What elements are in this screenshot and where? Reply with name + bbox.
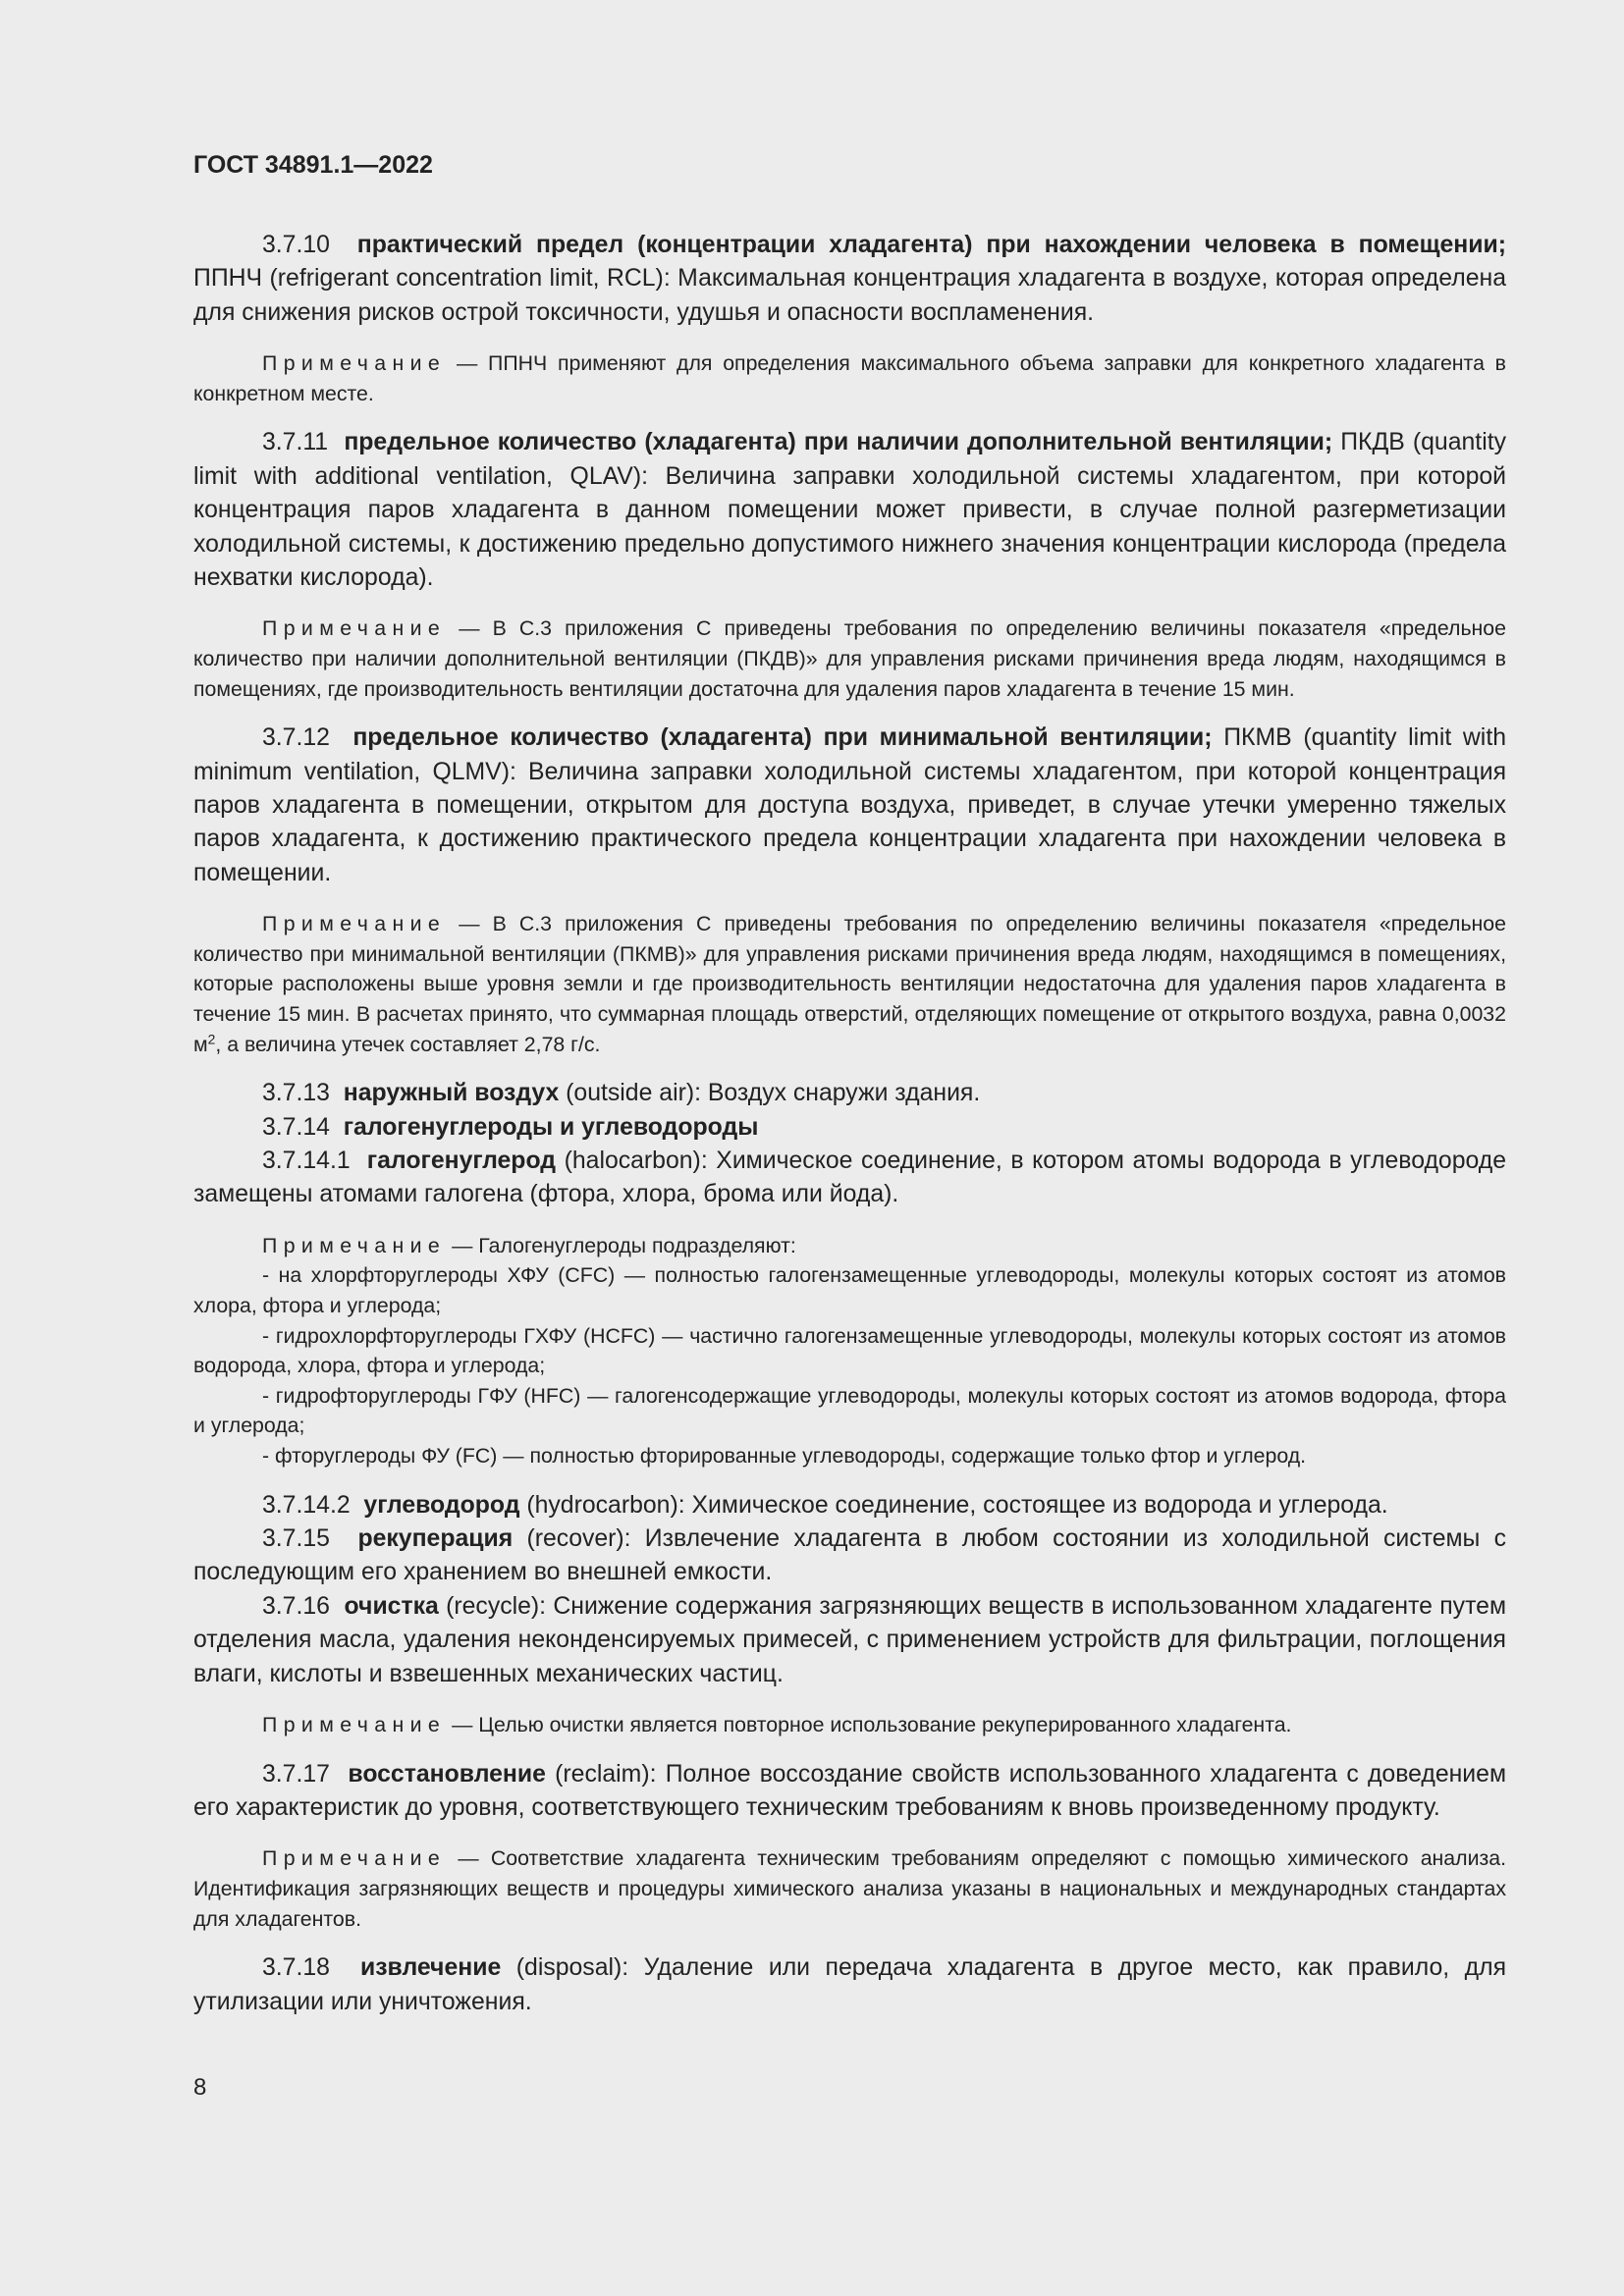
note-text: — Галогенуглероды подразделяют: <box>446 1233 796 1257</box>
entry-3-7-12 <box>193 721 1506 890</box>
entry-term: предельное количество (хладагента) при минимальной вентиляции; <box>352 724 1213 752</box>
entry-definition: ПКМВ (quantity limit with minimum ventilation, QLMV): Величина заправки холодильной системы хладагентом, при которой концентрация паров хладагента в помещении, открытом для доступа воздуха, приведет, в случае утечки умеренно тяжелых паров хладагента, к достижению практического предела концентрации хладагента при нахождении человека в помещении. <box>193 724 1507 886</box>
entry-definition: (reclaim): Полное воссоздание свойств использованного хладагента с доведением его характеристик до уровня, соответствующего техническим требованиям к вновь произведенному продукту. <box>193 1760 1506 1822</box>
note-list-item: - гидрохлорфторуглероды ГХФУ (HCFC) — частично галогензамещенные углеводороды, молекулы которых состоят из атомов водорода, хлора, фтора и углерода; <box>193 1323 1506 1378</box>
entry-3-7-11 <box>193 426 1506 595</box>
entry-3-7-14-2 <box>193 1489 1506 1522</box>
entry-number: 3.7.18 <box>262 1954 330 1982</box>
entry-term: восстановление <box>348 1760 546 1788</box>
entry-number: 3.7.13 <box>262 1080 330 1107</box>
entry-3-7-17 <box>193 1758 1506 1826</box>
entry-term: очистка <box>344 1592 439 1620</box>
note-label: Примечание <box>262 1713 447 1737</box>
note-text-tail: , а величина утечек составляет 2,78 г/с. <box>215 1032 601 1056</box>
note-list-item: - гидрофторуглероды ГФУ (HFC) — галогенсодержащие углеводороды, молекулы которых состоят из атомов водорода, фтора и углерода; <box>193 1383 1506 1438</box>
entry-term: рекуперация <box>357 1525 514 1552</box>
entry-3-7-14-1 <box>193 1145 1506 1212</box>
note-label: Примечание <box>262 351 447 376</box>
note-text: — В С.3 приложения С приведены требования по определению величины показателя «предельное количество при наличии дополнительной вентиляции (ПКДВ)» для управления рисками причинения вреда людям, находящимся в помещениях, где производительность вентиляции достаточна для удаления паров хладагента в течение 15 мин. <box>193 616 1506 701</box>
note-list-item: - на хлорфторуглероды ХФУ (CFC) — полностью галогензамещенные углеводороды, молекулы которых состоят из атомов хлора, фтора и углерода; <box>193 1263 1506 1318</box>
note-label: Примечание <box>262 1233 447 1257</box>
entry-3-7-13 <box>193 1077 1506 1110</box>
page-number: 8 <box>193 2074 207 2101</box>
note-label: Примечание <box>262 1846 447 1871</box>
entry-definition: (halocarbon): Химическое соединение, в котором атомы водорода в углеводороде замещены атомами галогена (фтора, хлора, брома или йода). <box>193 1148 1506 1208</box>
entry-term: наружный воздух <box>343 1080 560 1107</box>
note-text: — Целью очистки является повторное использование рекуперированного хладагента. <box>446 1713 1292 1737</box>
entry-number: 3.7.17 <box>262 1760 330 1788</box>
note-text: — Соответствие хладагента техническим требованиям определяют с помощью химического анализа. Идентификация загрязняющих веществ и процедуры химического анализа указаны в национальных и международных стандартах для хладагентов. <box>193 1846 1506 1931</box>
entry-definition: (recover): Извлечение хладагента в любом состоянии из холодильной системы с последующим его хранением во внешней емкости. <box>193 1525 1506 1586</box>
note-3-7-14-1 <box>193 1231 1506 1261</box>
entry-number: 3.7.14 <box>262 1113 330 1141</box>
entry-definition: ППНЧ (refrigerant concentration limit, RCL): Максимальная концентрация хладагента в воздухе, которая определена для снижения рисков острой токсичности, удушья и опасности воспламенения. <box>193 265 1506 326</box>
document-header: ГОСТ 34891.1—2022 <box>193 151 433 179</box>
entry-term: галогенуглерод <box>366 1148 557 1175</box>
entry-3-7-15 <box>193 1522 1506 1590</box>
entry-definition: (outside air): Воздух снаружи здания. <box>559 1080 981 1107</box>
entry-definition: (recycle): Снижение содержания загрязняющих веществ в использованном хладагенте путем отделения масла, удаления неконденсируемых примесей, с применением устройств для фильтрации, поглощения влаги, кислоты и взвешенных механических частиц. <box>193 1592 1506 1687</box>
superscript: 2 <box>207 1031 216 1047</box>
note-list-item: - фторуглероды ФУ (FC) — полностью фторированные углеводороды, содержащие только фтор и углерод. <box>262 1444 1307 1468</box>
entry-3-7-18 <box>193 1951 1506 2019</box>
entry-number: 3.7.15 <box>262 1525 330 1552</box>
entry-definition: (disposal): Удаление или передача хладагента в другое место, как правило, для утилизации или уничтожения. <box>193 1954 1506 2015</box>
note-text: — ППНЧ применяют для определения максимального объема заправки для конкретного хладагента в конкретном месте. <box>193 351 1506 405</box>
note-label: Примечание <box>262 912 447 936</box>
note-3-7-17 <box>193 1843 1506 1934</box>
entry-3-7-14 <box>193 1111 1506 1145</box>
entry-number: 3.7.11 <box>262 429 329 456</box>
entry-term: галогенуглероды и углеводороды <box>343 1113 759 1141</box>
entry-number: 3.7.16 <box>262 1592 330 1620</box>
note-3-7-10 <box>193 348 1506 408</box>
note-3-7-16 <box>193 1710 1506 1740</box>
entry-3-7-16 <box>193 1590 1506 1691</box>
note-3-7-11 <box>193 614 1506 704</box>
entry-number: 3.7.10 <box>262 232 330 258</box>
entry-definition: (hydrocarbon): Химическое соединение, состоящее из водорода и углерода. <box>519 1491 1388 1519</box>
entry-3-7-10 <box>193 229 1506 330</box>
note-text: — В С.3 приложения С приведены требования по определению величины показателя «предельное количество при минимальной вентиляции (ПКМВ)» для управления рисками причинения вреда людям, находящимся в помещениях, которые расположены выше уровня земли и где производительность вентиляции недостаточна для удаления паров хладагента в течение 15 мин. В расчетах принято, что суммарная площадь отверстий, отделяющих помещение от открытого воздуха, равна 0,0032 м <box>193 912 1506 1056</box>
entry-definition: ПКДВ (quantity limit with additional ventilation, QLAV): Величина заправки холодильной системы хладагентом, при которой концентрация паров хладагента в данном помещении может привести, в случае полной разгерметизации холодильной системы, к достижению предельно допустимого нижнего значения концентрации кислорода (предела нехватки кислорода). <box>193 429 1506 592</box>
entry-term: углеводород <box>363 1491 520 1519</box>
entry-term: практический предел (концентрации хладагента) при нахождении человека в помещении; <box>356 232 1507 258</box>
entry-number: 3.7.14.1 <box>262 1148 351 1175</box>
entry-term: извлечение <box>359 1954 502 1982</box>
note-3-7-12 <box>193 909 1506 1059</box>
note-label: Примечание <box>262 616 447 641</box>
entry-term: предельное количество (хладагента) при наличии дополнительной вентиляции; <box>344 429 1333 456</box>
entry-number: 3.7.14.2 <box>262 1491 351 1519</box>
entry-number: 3.7.12 <box>262 724 330 752</box>
